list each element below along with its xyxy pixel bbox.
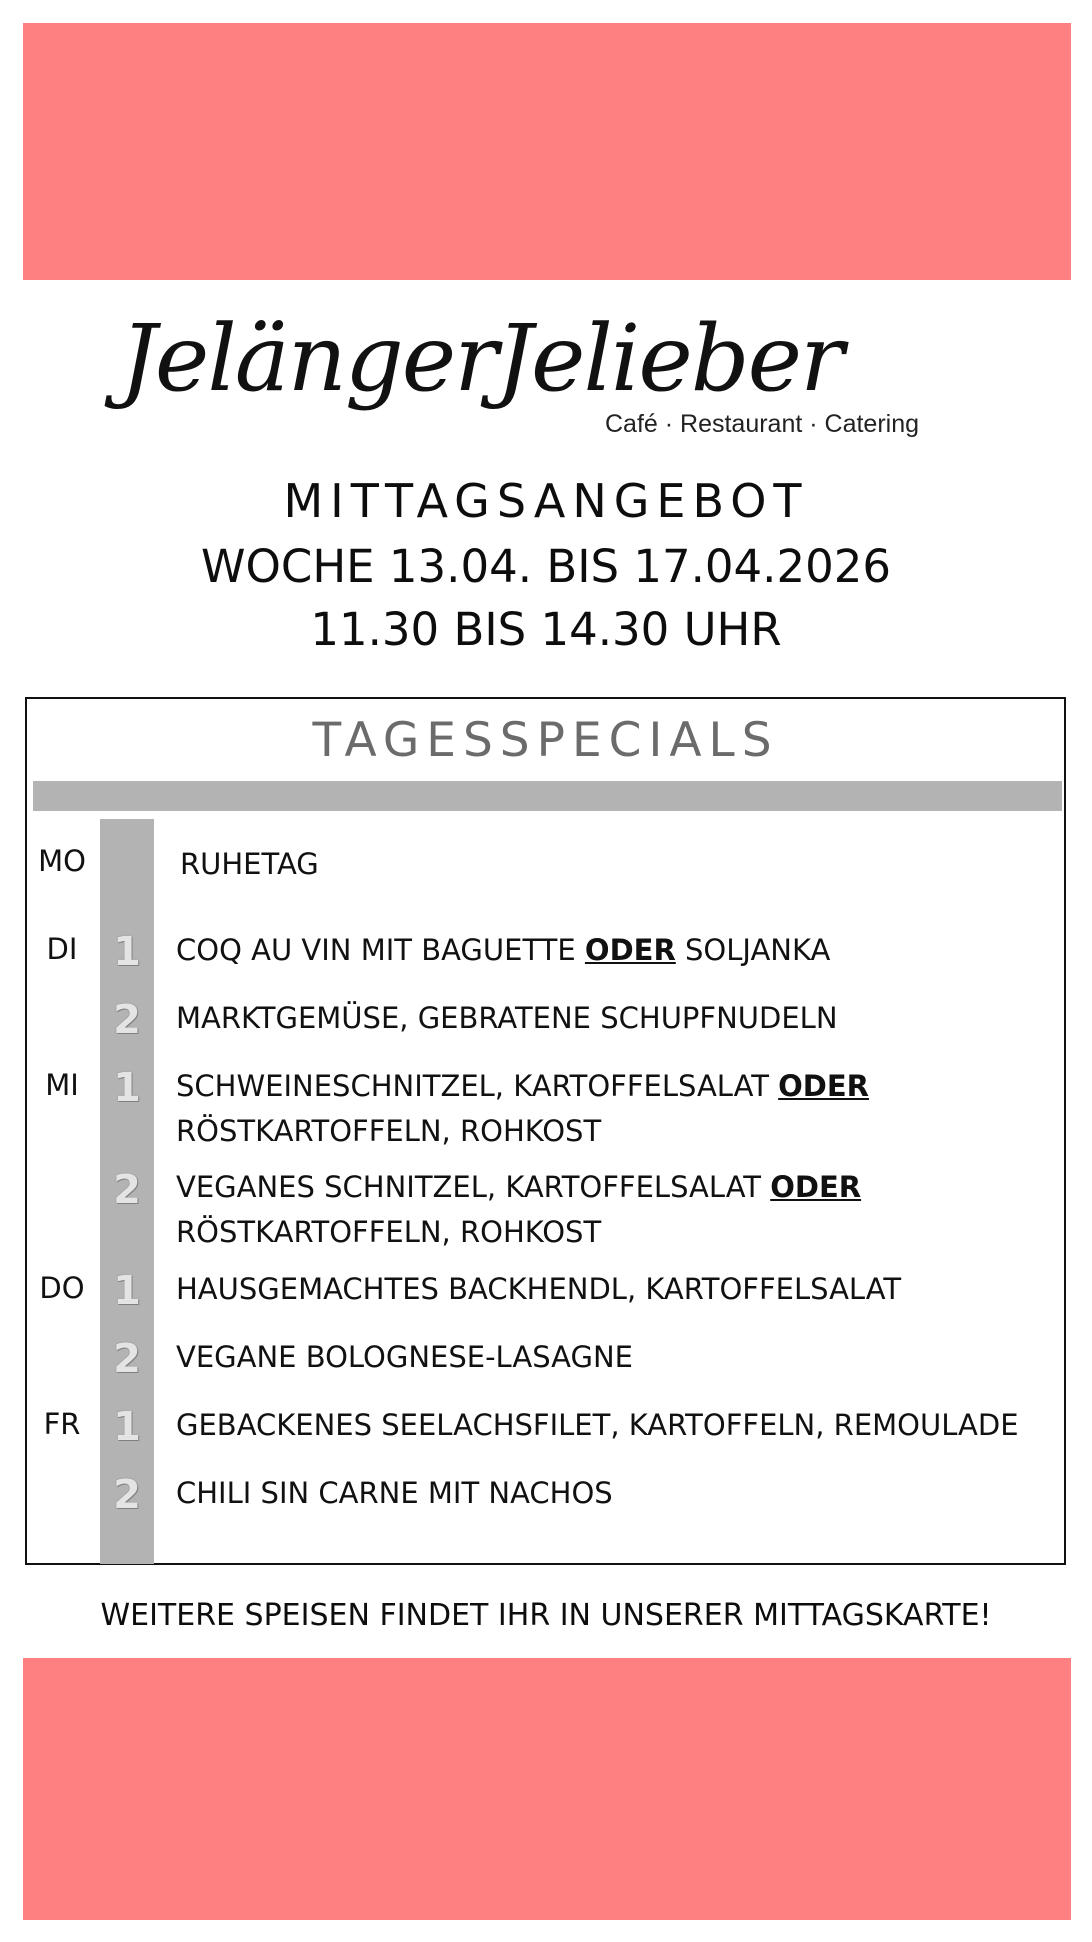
dish-text: VEGANES SCHNITZEL, KARTOFFELSALAT (176, 1170, 761, 1204)
dish-mo: RUHETAG (180, 847, 319, 881)
dish-text: COQ AU VIN MIT BAGUETTE (176, 933, 576, 967)
dish-text: RÖSTKARTOFFELN, ROHKOST (176, 1215, 602, 1249)
menu-title: MITTAGSANGEBOT (283, 474, 809, 528)
specials-divider-bar (33, 781, 1062, 811)
logo-wordmark: JelängerJelieber (120, 305, 843, 412)
logo-tagline: Café · Restaurant · Catering (605, 410, 920, 438)
specials-card (25, 697, 1066, 1565)
dish-number: 2 (113, 1336, 141, 1382)
specials-title: TAGESSPECIALS (312, 713, 779, 768)
oder-label: ODER (584, 933, 676, 967)
dish-mi-1 (176, 1064, 1056, 1154)
footer-note: WEITERE SPEISEN FINDET IHR IN UNSERER MITTAGSKARTE! (100, 1598, 992, 1633)
day-label-mo: MO (38, 844, 86, 878)
day-label-mi: MI (45, 1068, 79, 1102)
dish-fr-2: CHILI SIN CARNE MIT NACHOS (176, 1476, 613, 1510)
dish-do-1: HAUSGEMACHTES BACKHENDL, KARTOFFELSALAT (176, 1272, 902, 1306)
dish-number: 2 (113, 1167, 141, 1213)
dish-number: 1 (113, 929, 141, 975)
dish-mi-2 (176, 1165, 1056, 1255)
dish-number: 1 (113, 1404, 141, 1450)
dish-number: 1 (113, 1268, 141, 1314)
day-label-fr: FR (43, 1407, 81, 1441)
bottom-banner (23, 1658, 1071, 1920)
dish-fr-1: GEBACKENES SEELACHSFILET, KARTOFFELN, REMOULADE (176, 1408, 1019, 1442)
dish-number: 2 (113, 1472, 141, 1518)
dish-number: 2 (113, 997, 141, 1043)
oder-label: ODER (770, 1170, 862, 1204)
dish-di-2: MARKTGEMÜSE, GEBRATENE SCHUPFNUDELN (176, 1001, 838, 1035)
day-label-do: DO (39, 1271, 85, 1305)
dish-text: RÖSTKARTOFFELN, ROHKOST (176, 1114, 602, 1148)
oder-label: ODER (778, 1069, 870, 1103)
dish-do-2: VEGANE BOLOGNESE-LASAGNE (176, 1340, 633, 1374)
restaurant-logo (120, 305, 940, 470)
dish-text: SCHWEINESCHNITZEL, KARTOFFELSALAT (176, 1069, 769, 1103)
day-label-di: DI (46, 932, 78, 966)
dish-text: SOLJANKA (685, 933, 831, 967)
dish-di-1 (176, 928, 1056, 973)
dish-number: 1 (113, 1065, 141, 1111)
menu-week: WOCHE 13.04. BIS 17.04.2026 (200, 540, 891, 593)
top-banner (23, 23, 1071, 280)
menu-hours: 11.30 BIS 14.30 UHR (310, 603, 782, 656)
